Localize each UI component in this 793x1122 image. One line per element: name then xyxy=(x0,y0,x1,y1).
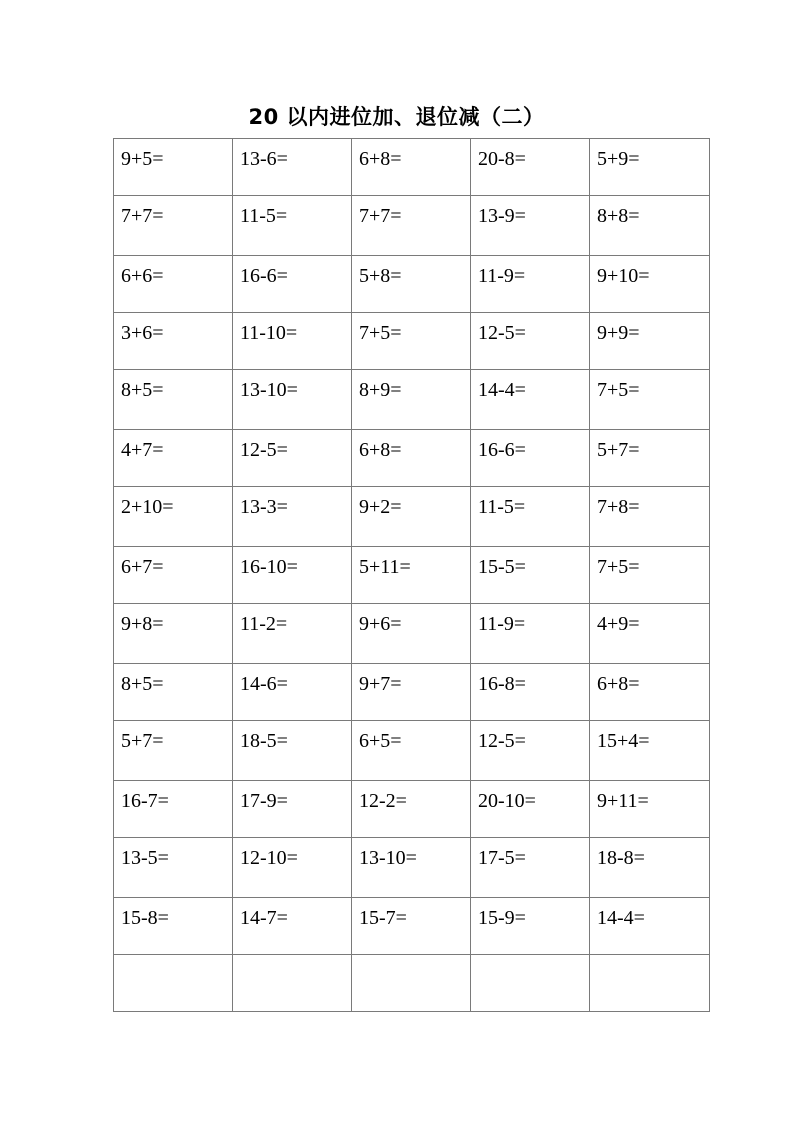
exercise-cell: 11-10= xyxy=(233,313,352,370)
table-row xyxy=(114,313,710,370)
exercise-cell: 6+5= xyxy=(352,721,471,781)
exercise-cell: 15-9= xyxy=(471,898,590,955)
exercise-cell: 9+10= xyxy=(590,256,710,313)
exercise-cell: 17-5= xyxy=(471,838,590,898)
empty-cell xyxy=(590,955,710,1012)
exercise-cell: 20-10= xyxy=(471,781,590,838)
exercise-cell: 9+9= xyxy=(590,313,710,370)
table-row xyxy=(114,196,710,256)
exercise-cell: 18-5= xyxy=(233,721,352,781)
exercise-cell: 11-9= xyxy=(471,256,590,313)
exercise-cell: 7+5= xyxy=(352,313,471,370)
exercise-cell: 15-5= xyxy=(471,547,590,604)
exercise-cell: 5+9= xyxy=(590,139,710,196)
exercise-cell: 11-9= xyxy=(471,604,590,664)
exercise-cell: 7+5= xyxy=(590,547,710,604)
exercise-cell: 8+8= xyxy=(590,196,710,256)
exercise-cell: 16-6= xyxy=(471,430,590,487)
exercise-cell: 8+9= xyxy=(352,370,471,430)
exercise-table-body xyxy=(114,139,710,1012)
exercise-cell: 14-4= xyxy=(590,898,710,955)
exercise-cell: 6+8= xyxy=(590,664,710,721)
exercise-cell: 8+5= xyxy=(114,664,233,721)
table-row xyxy=(114,955,710,1012)
table-row xyxy=(114,430,710,487)
exercise-cell: 8+5= xyxy=(114,370,233,430)
empty-cell xyxy=(352,955,471,1012)
exercise-cell: 9+8= xyxy=(114,604,233,664)
exercise-cell: 12-5= xyxy=(471,313,590,370)
exercise-cell: 14-4= xyxy=(471,370,590,430)
table-row xyxy=(114,604,710,664)
table-row xyxy=(114,721,710,781)
exercise-cell: 3+6= xyxy=(114,313,233,370)
exercise-cell: 13-5= xyxy=(114,838,233,898)
exercise-cell: 7+5= xyxy=(590,370,710,430)
exercise-cell: 11-2= xyxy=(233,604,352,664)
exercise-cell: 14-6= xyxy=(233,664,352,721)
table-row xyxy=(114,838,710,898)
empty-cell xyxy=(233,955,352,1012)
exercise-cell: 9+6= xyxy=(352,604,471,664)
table-row xyxy=(114,487,710,547)
table-row xyxy=(114,139,710,196)
exercise-cell: 6+8= xyxy=(352,430,471,487)
exercise-cell: 7+7= xyxy=(114,196,233,256)
exercise-cell: 13-10= xyxy=(352,838,471,898)
table-row xyxy=(114,256,710,313)
exercise-cell: 15-7= xyxy=(352,898,471,955)
exercise-cell: 15-8= xyxy=(114,898,233,955)
exercise-cell: 13-10= xyxy=(233,370,352,430)
exercise-cell: 17-9= xyxy=(233,781,352,838)
exercise-cell: 5+8= xyxy=(352,256,471,313)
exercise-cell: 5+11= xyxy=(352,547,471,604)
exercise-cell: 16-10= xyxy=(233,547,352,604)
exercise-cell: 2+10= xyxy=(114,487,233,547)
exercise-cell: 13-3= xyxy=(233,487,352,547)
exercise-cell: 14-7= xyxy=(233,898,352,955)
empty-cell xyxy=(114,955,233,1012)
exercise-cell: 13-6= xyxy=(233,139,352,196)
page-title: 20 以内进位加、退位减（二） xyxy=(248,105,545,129)
table-row xyxy=(114,370,710,430)
exercise-cell: 12-2= xyxy=(352,781,471,838)
exercise-cell: 16-8= xyxy=(471,664,590,721)
empty-cell xyxy=(471,955,590,1012)
exercise-cell: 9+7= xyxy=(352,664,471,721)
exercise-cell: 7+8= xyxy=(590,487,710,547)
exercise-cell: 6+7= xyxy=(114,547,233,604)
exercise-cell: 16-7= xyxy=(114,781,233,838)
exercise-cell: 16-6= xyxy=(233,256,352,313)
exercise-cell: 12-5= xyxy=(233,430,352,487)
table-row xyxy=(114,664,710,721)
exercise-cell: 9+2= xyxy=(352,487,471,547)
exercise-cell: 6+6= xyxy=(114,256,233,313)
exercise-cell: 5+7= xyxy=(590,430,710,487)
table-row xyxy=(114,898,710,955)
exercise-cell: 9+11= xyxy=(590,781,710,838)
table-row xyxy=(114,781,710,838)
exercise-cell: 11-5= xyxy=(471,487,590,547)
exercise-cell: 15+4= xyxy=(590,721,710,781)
exercise-cell: 12-5= xyxy=(471,721,590,781)
exercise-table xyxy=(113,138,710,1012)
exercise-cell: 18-8= xyxy=(590,838,710,898)
exercise-cell: 11-5= xyxy=(233,196,352,256)
table-row xyxy=(114,547,710,604)
exercise-cell: 4+9= xyxy=(590,604,710,664)
exercise-cell: 6+8= xyxy=(352,139,471,196)
exercise-cell: 4+7= xyxy=(114,430,233,487)
exercise-cell: 7+7= xyxy=(352,196,471,256)
exercise-cell: 12-10= xyxy=(233,838,352,898)
exercise-cell: 5+7= xyxy=(114,721,233,781)
exercise-cell: 9+5= xyxy=(114,139,233,196)
exercise-cell: 20-8= xyxy=(471,139,590,196)
exercise-cell: 13-9= xyxy=(471,196,590,256)
